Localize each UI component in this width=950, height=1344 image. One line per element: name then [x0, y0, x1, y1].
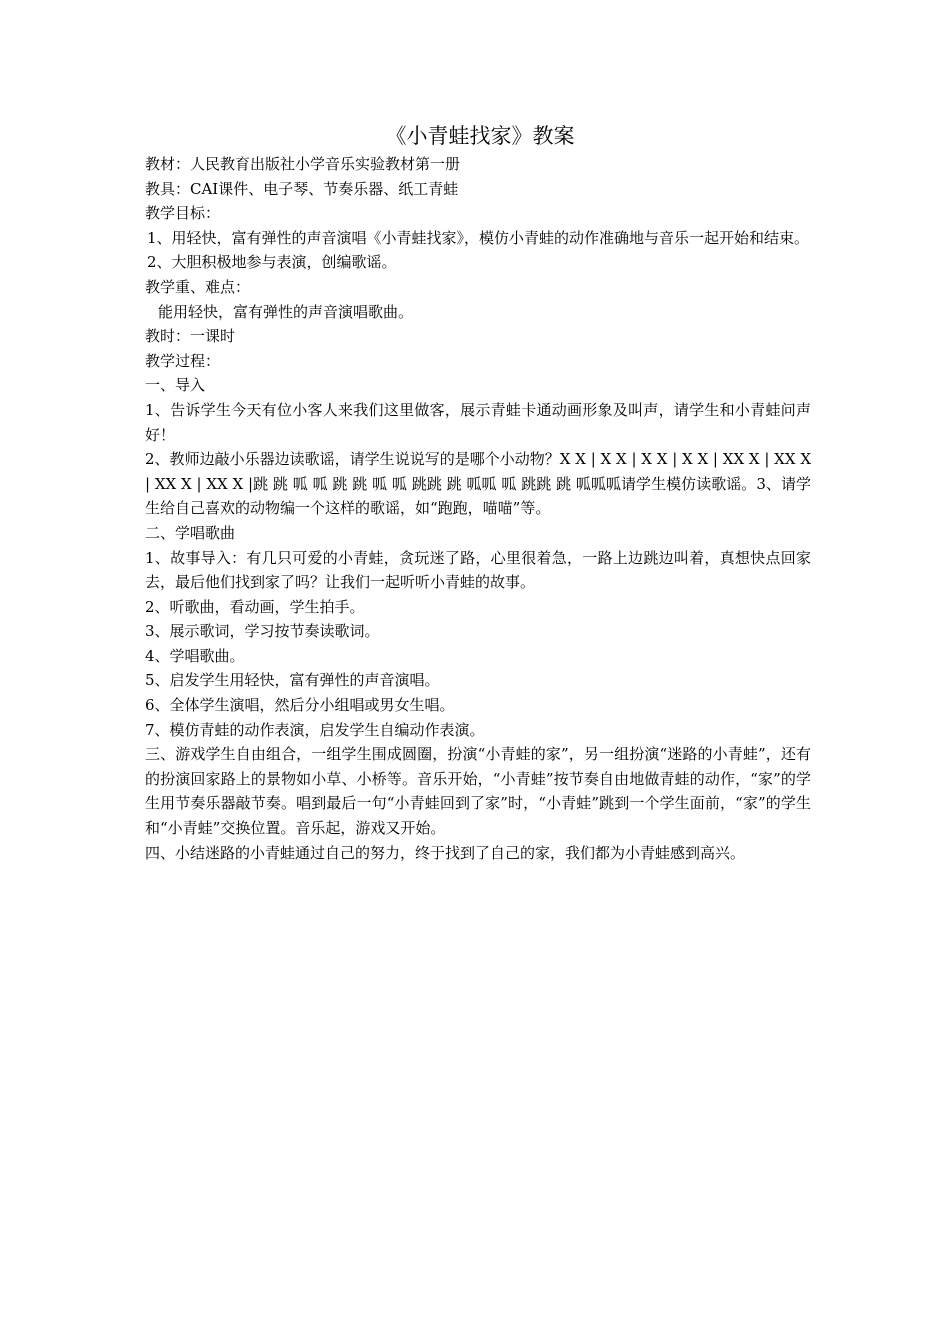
section-game-paragraph: 三、游戏学生自由组合，一组学生围成圆圈，扮演“小青蛙的家”，另一组扮演“迷路的小青蛙”，还有的扮演回家路上的景物如小草、小桥等。音乐开始，“小青蛙”按节奏自由地做青蛙的动作，“家”的学生用节奏乐器敲节奏。唱到最后一句“小青蛙回到了家”时，“小青蛙”跳到一个学生面前，“家”的学生和“小青蛙”交换位置。音乐起，游戏又开始。	[145, 745, 811, 838]
section-summary-paragraph: 四、小结迷路的小青蛙通过自己的努力，终于找到了自己的家，我们都为小青蛙感到高兴。	[145, 843, 746, 862]
learn-step-5: 5、启发学生用轻快，富有弹性的声音演唱。	[145, 671, 440, 690]
class-hours-line: 教时：一课时	[145, 327, 236, 346]
learn-step-7: 7、模仿青蛙的动作表演，启发学生自编动作表演。	[145, 720, 485, 739]
learn-step-6: 6、全体学生演唱，然后分小组唱或男女生唱。	[145, 696, 455, 715]
learn-step-1: 1、故事导入：有几只可爱的小青蛙，贪玩迷了路，心里很着急，一路上边跳边叫着，真想快点回家去，最后他们找到家了吗？让我们一起听听小青蛙的故事。	[145, 548, 811, 592]
learn-step-4: 4、学唱歌曲。	[145, 646, 245, 665]
key-point-text: 能用轻快，富有弹性的声音演唱歌曲。	[158, 302, 414, 321]
objective-1: 1、用轻快，富有弹性的声音演唱《小青蛙找家》，模仿小青蛙的动作准确地与音乐一起开始和结束。	[147, 228, 810, 247]
objectives-heading: 教学目标：	[145, 204, 221, 223]
section-intro-heading: 一、导入	[145, 376, 206, 395]
section-learn-song-heading: 二、学唱歌曲	[145, 523, 236, 542]
document-page	[145, 120, 811, 865]
key-points-heading: 教学重、难点：	[145, 277, 251, 296]
intro-step-1: 1、告诉学生今天有位小客人来我们这里做客，展示青蛙卡通动画形象及叫声，请学生和小青蛙问声好！	[145, 400, 811, 444]
process-heading: 教学过程：	[145, 351, 221, 370]
textbook-line: 教材：人民教育出版社小学音乐实验教材第一册	[145, 155, 461, 173]
intro-step-2: 2、教师边敲小乐器边读歌谣，请学生说说写的是哪个小动物？X X | X X | X X | X X | XX X | XX X | XX X | XX X |跳 跳 呱 呱 跳 跳 呱 呱 跳跳 跳 呱呱 呱 跳跳 跳 呱呱呱请学生模仿读歌谣。3、请学生给自己喜欢的动物编一个这样的歌谣，如“跑跑，喵喵”等。	[145, 450, 811, 518]
document-title: 《小青蛙找家》教案	[385, 124, 575, 148]
learn-step-3: 3、展示歌词，学习按节奏读歌词。	[145, 622, 380, 641]
learn-step-2: 2、听歌曲，看动画，学生拍手。	[145, 597, 365, 616]
objective-2: 2、大胆积极地参与表演，创编歌谣。	[147, 253, 397, 272]
teaching-aids-line: 教具：CAI课件、电子琴、节奏乐器、纸工青蛙	[145, 179, 459, 198]
